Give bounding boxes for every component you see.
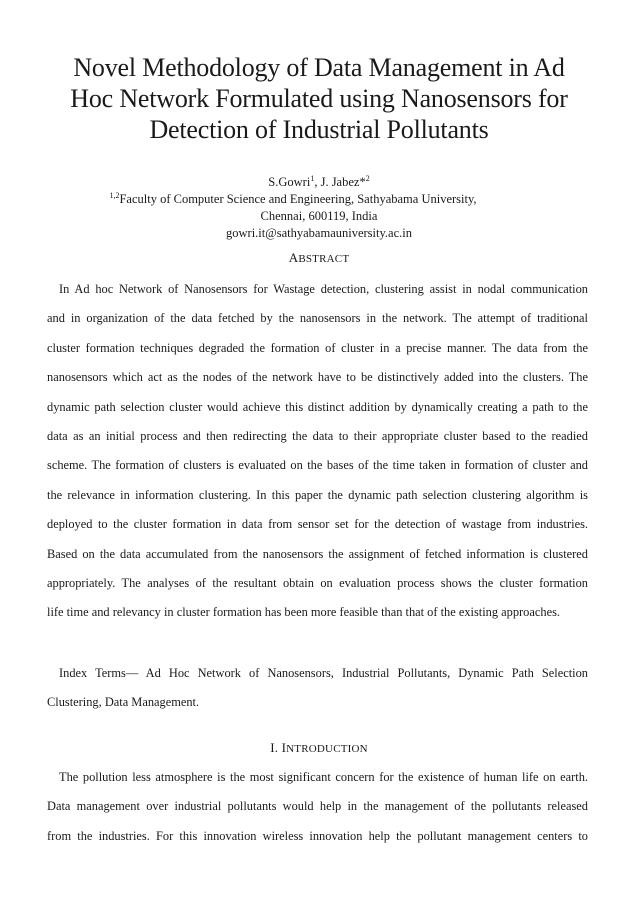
text-line: data as an initial process and then redirecting the data to their appropriate cluster based to the readied xyxy=(47,428,588,443)
text-line: from the industries. For this innovation wireless innovation help the pollutant management centers to xyxy=(47,828,588,843)
text-line: nanosensors which act as the nodes of the network have to be distinctively added into the clusters. The xyxy=(47,370,588,385)
text-line: and in organization of the data fetched by the nanosensors in the network. The attempt of traditional xyxy=(47,311,588,326)
abstract-paragraph xyxy=(47,282,588,635)
text-line: Index Terms— Ad Hoc Network of Nanosensors, Industrial Pollutants, Dynamic Path Selection xyxy=(59,666,588,680)
author-names xyxy=(40,174,598,191)
text-line: Clustering, Data Management. xyxy=(47,695,200,710)
text-line: dynamic path selection cluster would achieve this distinct addition by dynamically creating a path to the xyxy=(47,399,588,414)
text-line: deployed to the cluster formation in data from sensor set for the detection of wastage from industries. xyxy=(47,517,588,532)
text-line: the relevance in information clustering. In this paper the dynamic path selection clustering algorithm is xyxy=(47,487,588,502)
paper-title xyxy=(40,52,598,145)
affiliation-sup: 1,2 xyxy=(109,190,120,200)
author-name-1: S.Gowri xyxy=(268,175,311,189)
author-name-2: , J. Jabez* xyxy=(314,175,366,189)
text-line: In Ad hoc Network of Nanosensors for Wastage detection, clustering assist in nodal communication xyxy=(59,282,588,296)
author-affiliation xyxy=(0,191,598,208)
text-line: appropriately. The analyses of the resultant obtain on evaluation process shows the cluster formation xyxy=(47,575,588,590)
title-line: Detection of Industrial Pollutants xyxy=(149,115,489,144)
author-block xyxy=(40,174,598,242)
author-sup-2: 2 xyxy=(365,173,370,183)
heading-number: I. xyxy=(270,740,282,755)
text-line: scheme. The formation of clusters is evaluated on the bases of the time taken in formation of cluster and xyxy=(47,458,588,473)
title-line: Hoc Network Formulated using Nanosensors for xyxy=(70,84,568,113)
index-terms xyxy=(47,666,588,725)
author-sup-1: 1 xyxy=(310,173,315,183)
author-email: gowri.it@sathyabamauniversity.ac.in xyxy=(226,226,412,240)
affiliation-text: Faculty of Computer Science and Engineering, Sathyabama University, xyxy=(119,192,477,206)
introduction-paragraph xyxy=(47,770,588,858)
introduction-heading xyxy=(40,740,598,756)
heading-rest: NTRODUCTION xyxy=(286,743,368,755)
title-line: Novel Methodology of Data Management in Ad xyxy=(73,53,565,82)
text-line: life time and relevancy in cluster formation has been more feasible than that of the existing approaches. xyxy=(47,605,560,620)
heading-initial: A xyxy=(288,250,299,265)
abstract-heading xyxy=(40,250,598,266)
heading-initial: I xyxy=(281,740,287,755)
text-line: Data management over industrial pollutants would help in the management of the pollutants released xyxy=(47,799,588,814)
text-line: The pollution less atmosphere is the most significant concern for the existence of human life on earth. xyxy=(59,770,588,784)
heading-rest: BSTRACT xyxy=(298,253,350,265)
author-location: Chennai, 600119, India xyxy=(260,209,378,223)
text-line: Based on the data accumulated from the nanosensors the assignment of fetched information is clustered xyxy=(47,546,588,561)
text-line: cluster formation techniques degraded the formation of cluster in a precise manner. The data from the xyxy=(47,340,588,355)
